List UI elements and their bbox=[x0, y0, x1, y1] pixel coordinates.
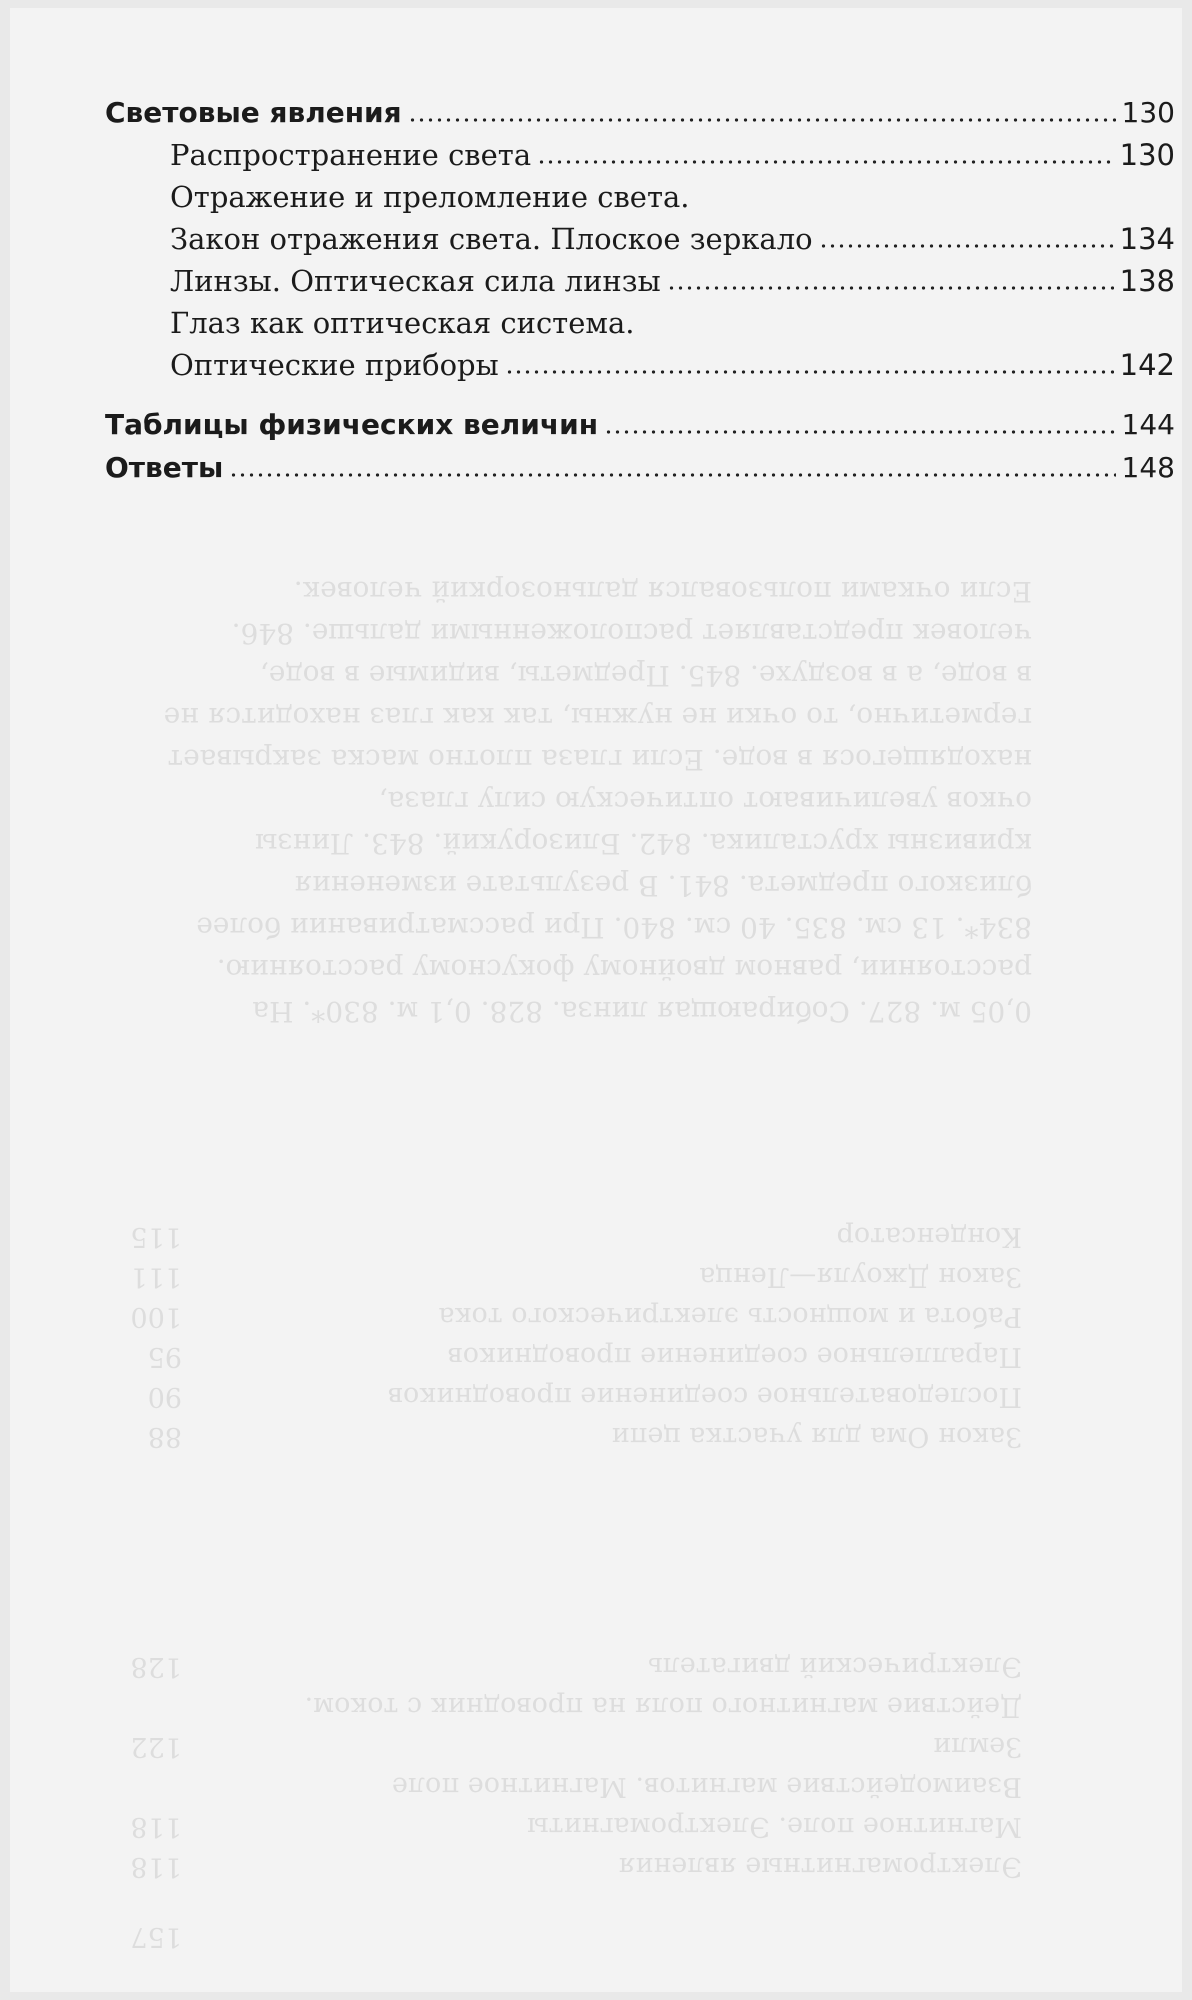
toc-page-number: 142 bbox=[1119, 348, 1175, 382]
toc-entry-title: Глаз как оптическая система. bbox=[170, 306, 635, 340]
bleed-row: Закон Ома для участка цепи 88 bbox=[147, 1421, 1022, 1452]
table-of-contents bbox=[10, 8, 1182, 608]
dot-leader bbox=[505, 368, 1114, 376]
bleed-row: Конденсатор 115 bbox=[130, 1221, 1022, 1252]
toc-section-light-phenomena[interactable] bbox=[105, 94, 1175, 132]
toc-page-number: 148 bbox=[1121, 451, 1175, 484]
bleed-row: Параллельное соединение проводников 95 bbox=[147, 1341, 1022, 1372]
toc-entry-title: Световые явления bbox=[105, 96, 402, 129]
bleed-row: Электромагнитные явления 118 bbox=[130, 1851, 1022, 1882]
bleed-row: Закон Джоуля—Ленца 111 bbox=[130, 1261, 1022, 1292]
book-page bbox=[10, 8, 1182, 1992]
toc-entry-title: Линзы. Оптическая сила линзы bbox=[170, 264, 661, 298]
toc-entry-title: Таблицы физических величин bbox=[105, 408, 599, 441]
toc-entry-title: Оптические приборы bbox=[170, 348, 499, 382]
toc-entry-title: Закон отражения света. Плоское зеркало bbox=[170, 222, 813, 256]
toc-page-number: 130 bbox=[1121, 96, 1175, 129]
bleed-row: Магнитное поле. Электромагниты 118 bbox=[130, 1811, 1022, 1842]
toc-page-number: 134 bbox=[1119, 222, 1175, 256]
toc-entry-title: Отражение и преломление света. bbox=[170, 180, 690, 214]
dot-leader bbox=[229, 471, 1115, 479]
bleed-row: Работа и мощность электрического тока 100 bbox=[130, 1301, 1022, 1332]
toc-entry-eye-optical-system[interactable] bbox=[170, 304, 634, 342]
bleed-row: Последовательное соединение проводников 90 bbox=[147, 1381, 1022, 1412]
toc-section-answers[interactable] bbox=[105, 449, 1175, 487]
toc-entry-optical-instruments[interactable] bbox=[170, 346, 1175, 384]
dot-leader bbox=[667, 284, 1114, 292]
toc-entry-reflection-law[interactable] bbox=[170, 220, 1175, 258]
dot-leader bbox=[819, 242, 1114, 250]
toc-section-physical-tables[interactable] bbox=[105, 406, 1175, 444]
toc-entry-title: Ответы bbox=[105, 451, 224, 484]
toc-entry-title: Распространение света bbox=[170, 138, 532, 172]
toc-page-number: 144 bbox=[1121, 408, 1175, 441]
bleed-row: 157 bbox=[130, 1921, 182, 1952]
toc-entry-light-propagation[interactable] bbox=[170, 136, 1175, 174]
bleed-row: Электрический двигатель 128 bbox=[130, 1651, 1022, 1682]
bleed-row: Действие магнитного поля на проводник с током. bbox=[304, 1691, 1022, 1722]
dot-leader bbox=[604, 428, 1115, 436]
toc-page-number: 138 bbox=[1119, 264, 1175, 298]
dot-leader bbox=[537, 158, 1114, 166]
toc-entry-reflection-refraction[interactable] bbox=[170, 178, 690, 216]
toc-page-number: 130 bbox=[1119, 138, 1175, 172]
bleed-row: Земли 122 bbox=[130, 1731, 1022, 1762]
bleed-row: Взаимодействие магнитов. Магнитное поле bbox=[391, 1771, 1022, 1802]
toc-entry-lenses[interactable] bbox=[170, 262, 1175, 300]
bleed-paragraph: 0,05 м. 827. Собирающая линза. 828. 0,1 м. 830*. На расстоянии, равном двойному фокусному расстоянию. 834*. 13 см. 835. 40 см. 840. При рассматривании более близкого предмета. 841. В результате изменения кривизны хрусталика. 842. Близорукий. 843. Линзы очков увеличивают оптическую силу глаза, находящегося в воде. Если глаза плотно маска закрывает герметично, то очки не нужны, так как глаз находится не в воде, а в воздухе. 845. Предметы, видимые в воде, человек представляет расположенными дальше. 846. Если очками пользовался дальнозоркий человек. bbox=[163, 575, 1032, 1028]
dot-leader bbox=[408, 116, 1116, 124]
